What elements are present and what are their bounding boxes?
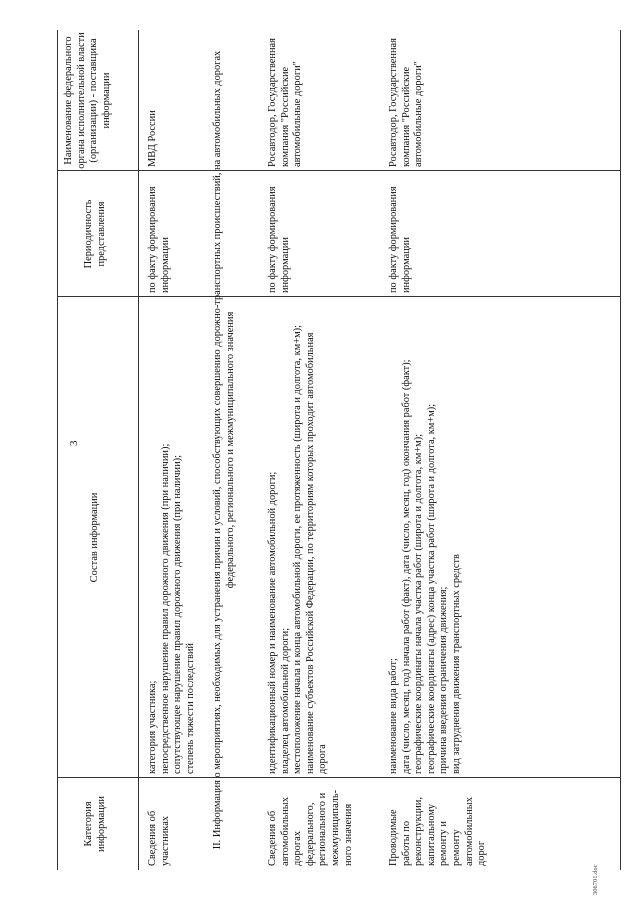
row2-supplier: Росавтодор, Государственная компания "Российские автомобильные дороги"	[267, 38, 304, 167]
column-divider	[57, 777, 621, 778]
row3-category: Проводимые работы по реконструкции, капитальному ремонту и ремонту автомобильных дорог	[388, 797, 488, 866]
list-item: идентификационный номер и наименование автомобильной дороги;	[267, 471, 278, 774]
row2-category: Сведения об автомобильных дорогах федерального, регионального и межмуниципаль-ного значения	[267, 789, 354, 866]
list-item: географические координаты (адрес) конца участка работ (широта и долгота, км+м);	[425, 403, 437, 774]
row3-composition	[388, 304, 464, 774]
page-number: 3	[68, 440, 80, 446]
footer-code: 306701.doc	[592, 864, 599, 895]
row3-supplier: Росавтодор, Государственная компания "Российские автомобильные дороги"	[388, 38, 425, 167]
row1-periodicity: по факту формирования информации	[147, 186, 171, 293]
header-periodicity: Периодичность представления	[83, 199, 107, 269]
row1-category: Сведения об участниках	[147, 810, 171, 866]
list-item: наименование вида работ;	[388, 658, 399, 774]
list-item: владелец автомобильной дороги;	[279, 627, 291, 774]
list-item: географические координаты начала участка работ (широта и долгота, км+м);	[413, 433, 425, 774]
list-item: непосредственное нарушение правил дорожного движения (при наличии);	[159, 443, 171, 774]
row2-composition	[267, 304, 330, 774]
list-item: дата (число, месяц, год) начала работ (факт), дата (число, месяц, год) окончания работ (факт);	[400, 359, 412, 774]
list-item: категория участника;	[147, 680, 158, 774]
row3-periodicity: по факту формирования информации	[388, 186, 412, 293]
header-bottom-border	[138, 30, 139, 870]
row1-composition	[147, 304, 197, 774]
list-item: наименование субъектов Российской Федерации, по территориям которых проходит автомобильная дорога	[304, 332, 329, 774]
section-title: II. Информация о мероприятиях, необходимых для устранения причин и условий, способствующих совершению дорожно-транспортных происшествий, на автомобильных дорогах федерального, регионального и межмуниципального значения	[212, 50, 236, 850]
list-item: степень тяжести последствий	[184, 643, 196, 774]
list-item: сопутствующее нарушение правил дорожного движения (при наличии);	[172, 454, 184, 774]
header-category: Категория информации	[83, 796, 107, 852]
table-top-border	[57, 30, 58, 870]
row2-periodicity: по факту формирования информации	[267, 186, 291, 293]
rotated-page	[57, 30, 625, 870]
column-divider	[57, 296, 621, 297]
list-item: вид затруднения движения транспортных средств	[450, 554, 462, 774]
table-bottom-border	[620, 30, 621, 870]
header-supplier: Наименование федерального органа исполнительной власти (организации) - поставщика информации	[63, 32, 112, 169]
list-item: местоположение начала и конца автомобильной дороги, ее протяженность (широта и долгота, км+м);	[292, 325, 304, 774]
column-divider	[57, 170, 621, 171]
header-composition: Состав информации	[89, 492, 100, 583]
info-table	[57, 30, 621, 870]
row1-supplier: МВД России	[147, 110, 158, 167]
list-item: причина введения ограничения движения;	[438, 586, 450, 774]
